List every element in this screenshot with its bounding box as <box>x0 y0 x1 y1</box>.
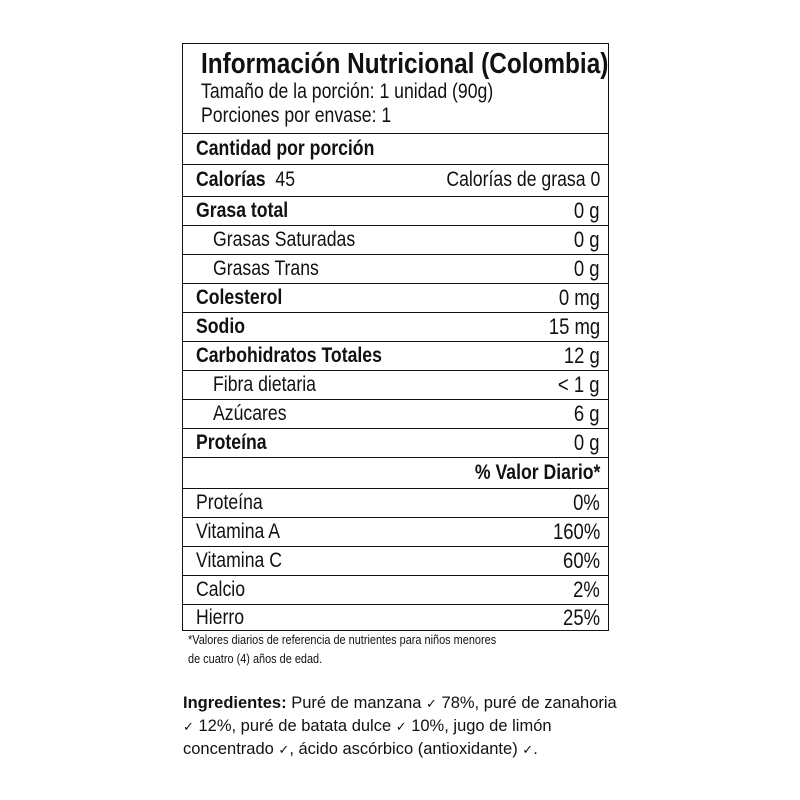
nutrient-name: Grasas Saturadas <box>213 227 356 251</box>
nutrient-name: Proteína <box>196 430 267 454</box>
dv-value: 160% <box>552 518 600 544</box>
amount-per-serving: Cantidad por porción <box>196 136 375 160</box>
ingredients-text: . <box>533 740 538 758</box>
nutrient-row-total-fat <box>183 196 608 226</box>
nutrient-name: Azúcares <box>213 401 287 425</box>
ingredients-text: Puré de manzana <box>286 694 427 712</box>
check-icon: ✓ <box>522 742 534 757</box>
ingredients-block <box>183 692 623 761</box>
dv-name: Proteína <box>196 490 263 514</box>
ingredients-text: 78%, puré de zanahoria <box>436 694 617 712</box>
footnote-line-1: *Valores diarios de referencia de nutrientes para niños menores <box>188 632 497 647</box>
fat-calories-value: 0 <box>590 168 600 191</box>
calories-value: 45 <box>275 168 296 191</box>
fat-calories-label: Calorías de grasa <box>446 168 586 191</box>
nutrient-name: Carbohidratos Totales <box>196 343 382 367</box>
nutrient-value: 0 g <box>574 255 600 281</box>
nutrient-value: 0 mg <box>558 284 600 310</box>
calories-label: Calorías <box>196 168 266 191</box>
dv-name: Calcio <box>196 577 246 601</box>
calories-row <box>183 164 608 197</box>
check-icon: ✓ <box>395 719 407 734</box>
dv-row-iron <box>183 604 608 631</box>
nutrient-value: 0 g <box>574 197 600 223</box>
nutrition-facts-panel <box>182 43 609 631</box>
nutrient-value: < 1 g <box>558 371 600 397</box>
dv-value: 60% <box>563 547 600 573</box>
daily-value-footnote <box>188 630 608 668</box>
nutrient-value: 12 g <box>564 342 600 368</box>
label-title: Información Nutricional (Colombia) <box>201 48 609 80</box>
footnote-line-2: de cuatro (4) años de edad. <box>188 651 323 666</box>
nutrient-row-cholesterol <box>183 283 608 313</box>
ingredients-heading: Ingredientes: <box>183 694 287 712</box>
nutrient-value: 0 g <box>574 226 600 252</box>
nutrient-row-protein <box>183 428 608 458</box>
amount-per-serving-row <box>183 133 608 165</box>
dv-row-protein <box>183 488 608 518</box>
nutrient-value: 0 g <box>574 429 600 455</box>
nutrient-name: Fibra dietaria <box>213 372 316 396</box>
dv-value: 25% <box>563 604 600 630</box>
dv-row-vitamin-a <box>183 517 608 547</box>
dv-value: 0% <box>573 489 600 515</box>
nutrient-name: Grasa total <box>196 198 289 222</box>
serving-size: Tamaño de la porción: 1 unidad (90g) <box>201 80 494 103</box>
daily-value-header-row <box>183 457 608 489</box>
dv-name: Hierro <box>196 605 245 629</box>
nutrient-row-carbohydrates <box>183 341 608 371</box>
nutrient-name: Colesterol <box>196 285 283 309</box>
nutrient-row-trans-fat <box>183 254 608 284</box>
nutrient-name: Grasas Trans <box>213 256 319 280</box>
dv-value: 2% <box>573 576 600 602</box>
dv-row-vitamin-c <box>183 546 608 576</box>
daily-value-header: % Valor Diario* <box>474 460 600 484</box>
check-icon: ✓ <box>278 742 290 757</box>
check-icon: ✓ <box>183 719 194 734</box>
nutrient-name: Sodio <box>196 314 245 338</box>
ingredients-text: 12%, puré de batata dulce <box>193 717 396 735</box>
nutrient-row-sodium <box>183 312 608 342</box>
nutrient-row-fiber <box>183 370 608 400</box>
nutrient-row-sugars <box>183 399 608 429</box>
nutrient-value: 15 mg <box>548 313 600 339</box>
ingredients-text: , ácido ascórbico (antioxidante) <box>289 740 523 758</box>
dv-name: Vitamina C <box>196 548 282 572</box>
servings-per-container: Porciones por envase: 1 <box>201 104 392 127</box>
ingredients-text: 10%, jugo de limón concentrado <box>183 717 552 758</box>
nutrient-value: 6 g <box>574 400 600 426</box>
nutrient-row-saturated-fat <box>183 225 608 255</box>
dv-name: Vitamina A <box>196 519 281 543</box>
check-icon: ✓ <box>426 696 437 711</box>
header-divider <box>183 44 608 134</box>
dv-row-calcium <box>183 575 608 605</box>
